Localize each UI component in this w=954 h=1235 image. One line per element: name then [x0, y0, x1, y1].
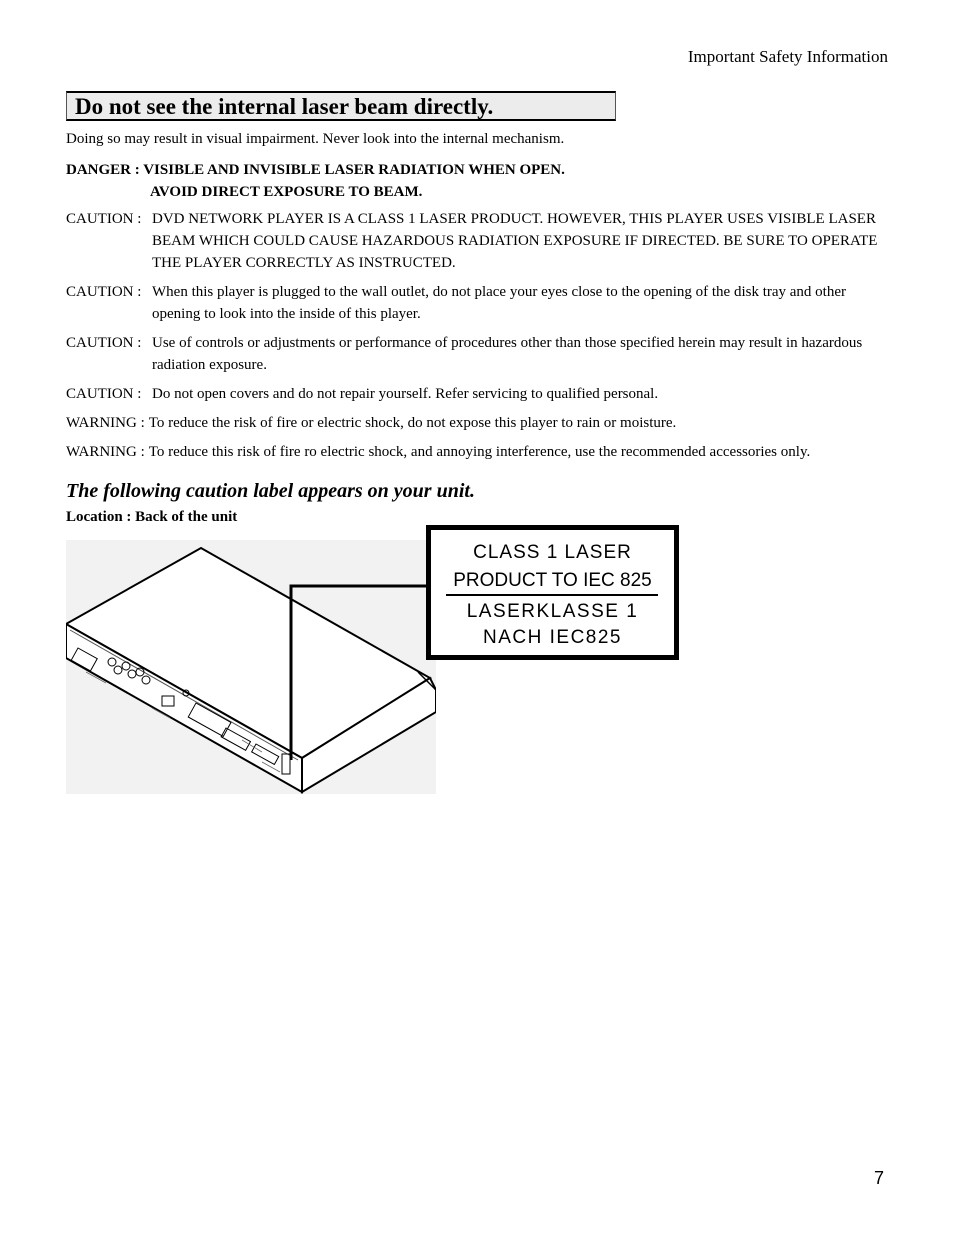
note-label: WARNING : [66, 444, 145, 460]
page-number: 7 [873, 1168, 884, 1188]
warning-note [66, 412, 896, 434]
note-label: CAUTION : [66, 335, 142, 351]
caution-label-divider [446, 594, 658, 596]
note-text: Use of controls or adjustments or performance of procedures other than those specified herein may result in hazardous radiation exposure. [152, 335, 863, 373]
note-text: DVD NETWORK PLAYER IS A CLASS 1 LASER PRODUCT. HOWEVER, THIS PLAYER USES VISIBLE LASER BEAM WHICH COULD CAUSE HAZARDOUS RADIATION EXPOSURE IF DIRECTED. BE SURE TO OPERATE THE PLAYER CORRECTLY AS INSTRUCTED. [152, 211, 878, 271]
danger-notice [66, 159, 565, 203]
label-section-title: The following caution label appears on your unit. [66, 480, 475, 502]
danger-line-2: AVOID DIRECT EXPOSURE TO BEAM. [150, 184, 423, 200]
note-label: WARNING : [66, 415, 145, 431]
caution-label-line-4: NACH IEC825 [483, 627, 622, 648]
warning-note [66, 441, 896, 463]
caution-label [426, 525, 679, 660]
safety-notes [66, 208, 896, 470]
caution-label-line-1: CLASS 1 LASER [473, 542, 632, 563]
caution-note [66, 383, 896, 405]
note-text: Do not open covers and do not repair yourself. Refer servicing to qualified personal. [152, 386, 659, 402]
device-rear-illustration [66, 540, 436, 794]
note-text: To reduce the risk of fire or electric shock, do not expose this player to rain or moisture. [148, 415, 677, 431]
note-text: When this player is plugged to the wall outlet, do not place your eyes close to the opening of the disk tray and other opening to look into the inside of this player. [152, 284, 846, 322]
caution-note [66, 208, 896, 274]
intro-text: Doing so may result in visual impairment. Never look into the internal mechanism. [66, 131, 565, 147]
running-header: Important Safety Information [687, 47, 888, 66]
section-heading-box [66, 91, 616, 121]
note-label: CAUTION : [66, 211, 142, 227]
note-text: To reduce this risk of fire ro electric shock, and annoying interference, use the recommended accessories only. [148, 444, 811, 460]
note-label: CAUTION : [66, 284, 142, 300]
caution-note [66, 332, 896, 376]
section-heading: Do not see the internal laser beam directly. [75, 94, 494, 119]
caution-label-line-2: PRODUCT TO IEC 825 [453, 570, 652, 591]
danger-line-1: DANGER : VISIBLE AND INVISIBLE LASER RADIATION WHEN OPEN. [66, 162, 565, 178]
caution-note [66, 281, 896, 325]
note-label: CAUTION : [66, 386, 142, 402]
label-location: Location : Back of the unit [66, 509, 238, 525]
caution-label-line-3: LASERKLASSE 1 [466, 601, 639, 622]
